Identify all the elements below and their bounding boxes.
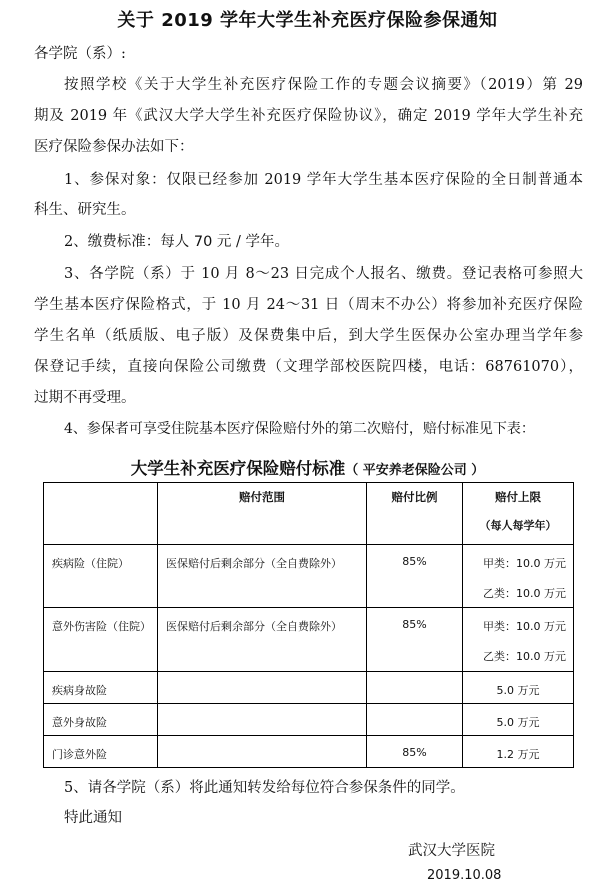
row-ratio <box>367 672 463 704</box>
header-limit-label: 赔付上限 <box>495 490 541 504</box>
intro-line-1: 按照学校《关于大学生补充医疗保险工作的专题会议摘要》（2019）第 29 <box>64 77 583 93</box>
row-scope <box>158 736 367 768</box>
item3-line-1: 3、各学院（系）于 10 月 8～23 日完成个人报名、缴费。登记表格可参照大 <box>64 266 583 282</box>
item1-line-1: 1、参保对象：仅限已经参加 2019 学年大学生基本医疗保险的全日制普通本 <box>64 172 583 188</box>
row-type: 疾病身故险 <box>44 672 158 704</box>
table-title: 大学生补充医疗保险赔付标准 <box>130 459 346 478</box>
row-ratio: 85% <box>367 608 463 672</box>
row-ratio <box>367 704 463 736</box>
intro-line-2: 期及 2019 年《武汉大学大学生补充医疗保险协议》，确定 2019 学年大学生补充 <box>34 108 583 124</box>
row-type: 门诊意外险 <box>44 736 158 768</box>
item2-fee-standard <box>64 230 289 251</box>
intro-line-3: 医疗保险参保办法如下： <box>34 139 194 155</box>
table-caption <box>0 455 615 479</box>
header-scope: 赔付范围 <box>158 483 367 545</box>
item2-prefix: 2、缴费标准：每人 <box>64 234 194 250</box>
claims-table <box>43 482 574 768</box>
row-scope <box>158 704 367 736</box>
row-limit: 5.0 万元 <box>463 672 574 704</box>
item3-line-2: 学生基本医疗保险格式，于 10 月 24～31 日（周末不办公）将参加补充医疗保险 <box>34 297 583 313</box>
limit-class-b: 乙类：10.0 万元 <box>483 587 566 600</box>
header-type <box>44 483 158 545</box>
table-row <box>44 704 574 736</box>
issue-date: 2019.10.08 <box>427 868 502 883</box>
item4: 4、参保者可享受住院基本医疗保险赔付外的第二次赔付，赔付标准见下表： <box>64 421 535 437</box>
fee-amount: 70 <box>193 234 213 250</box>
row-limit: 5.0 万元 <box>463 704 574 736</box>
insurer-name: （ 平安养老保险公司 ） <box>345 463 485 478</box>
table-row <box>44 545 574 608</box>
limit-class-b: 乙类：10.0 万元 <box>483 650 566 663</box>
row-limit <box>463 545 574 608</box>
row-scope: 医保赔付后剩余部分（全自费除外） <box>158 545 367 608</box>
row-ratio: 85% <box>367 736 463 768</box>
header-ratio: 赔付比例 <box>367 483 463 545</box>
item5: 5、请各学院（系）将此通知转发给每位符合参保条件的同学。 <box>64 780 465 796</box>
item1-line-2: 科生、研究生。 <box>34 202 136 218</box>
table-row <box>44 672 574 704</box>
item3-line-5: 过期不再受理。 <box>34 390 136 406</box>
header-limit <box>463 483 574 545</box>
salutation: 各学院（系）: <box>34 46 126 62</box>
signer: 武汉大学医院 <box>408 843 495 859</box>
header-limit-note: （每人每学年） <box>479 519 557 532</box>
row-type: 意外伤害险（住院） <box>44 608 158 672</box>
table-row <box>44 608 574 672</box>
item3-line-3: 学生名单（纸质版、电子版）及保费集中后，到大学生医保办公室办理当学年参 <box>34 328 583 344</box>
item3-line-4: 保登记手续，直接向保险公司缴费（文理学部校医院四楼，电话：68761070）， <box>34 359 583 375</box>
item2-suffix: 元 / 学年。 <box>212 234 290 250</box>
table-header-row <box>44 483 574 545</box>
closing: 特此通知 <box>64 810 122 826</box>
row-type: 意外身故险 <box>44 704 158 736</box>
table-row <box>44 736 574 768</box>
row-type: 疾病险（住院） <box>44 545 158 608</box>
row-ratio: 85% <box>367 545 463 608</box>
notice-title: 关于 2019 学年大学生补充医疗保险参保通知 <box>117 10 498 31</box>
row-scope: 医保赔付后剩余部分（全自费除外） <box>158 608 367 672</box>
row-scope <box>158 672 367 704</box>
row-limit <box>463 608 574 672</box>
row-limit: 1.2 万元 <box>463 736 574 768</box>
limit-class-a: 甲类：10.0 万元 <box>483 557 566 570</box>
limit-class-a: 甲类：10.0 万元 <box>483 620 566 633</box>
